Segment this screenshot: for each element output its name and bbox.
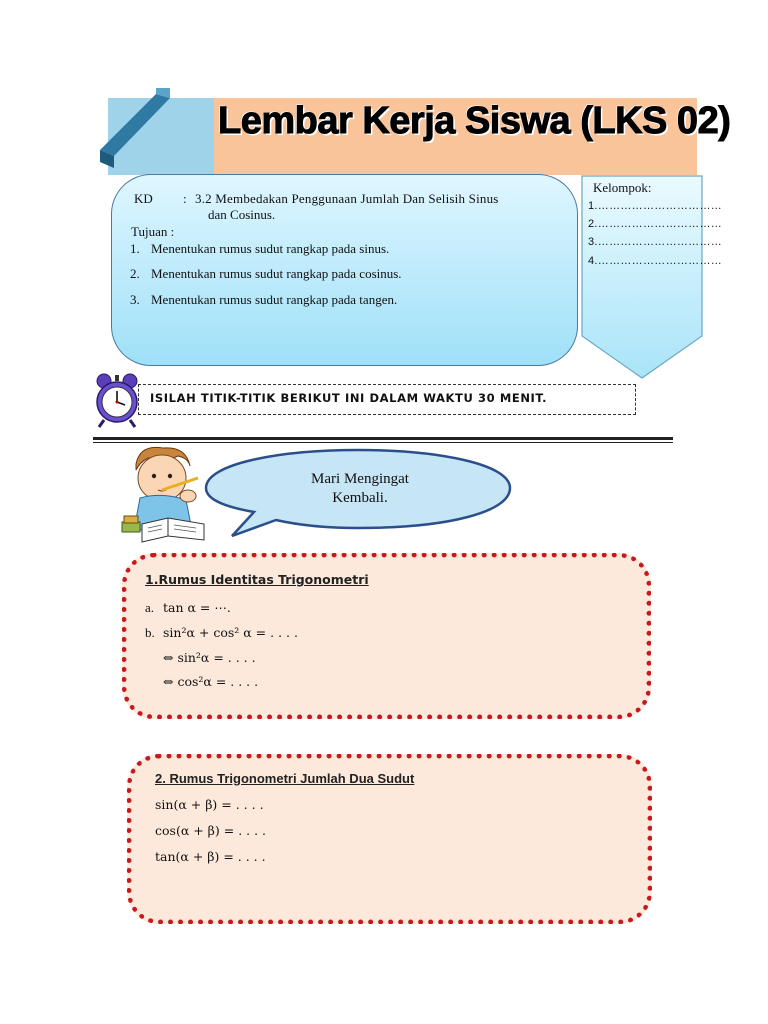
- section1-title: 1.Rumus Identitas Trigonometri: [145, 572, 369, 587]
- kelompok-member-line: 4.……………………………: [588, 255, 723, 267]
- goal-text: Menentukan rumus sudut rangkap pada cosinus.: [151, 266, 402, 281]
- kd-separator: :: [183, 191, 187, 206]
- goal-number: 1.: [130, 241, 140, 256]
- formula-cos-sum: cos(α + β) = . . . .: [155, 823, 267, 838]
- formula-tan-sum: tan(α + β) = . . . .: [155, 849, 266, 864]
- divider-line: [93, 442, 673, 443]
- kd-description-line1: 3.2 Membedakan Penggunaan Jumlah Dan Selisih Sinus: [195, 191, 499, 206]
- goal-number: 2.: [130, 266, 140, 281]
- divider-line: [93, 437, 673, 440]
- formula-sin-sum: sin(α + β) = . . . .: [155, 797, 264, 812]
- speech-line2: Kembali.: [332, 490, 388, 506]
- page-title: Lembar Kerja Siswa (LKS 02): [218, 100, 731, 142]
- formula-sin-squared: ⇔ sin²α = . . . .: [163, 650, 256, 665]
- goal-text: Menentukan rumus sudut rangkap pada tangen.: [151, 292, 398, 307]
- goal-number: 3.: [130, 292, 140, 307]
- kd-description-line2: dan Cosinus.: [208, 207, 276, 222]
- alarm-clock-icon: [92, 372, 142, 428]
- kelompok-member-line: 2.……………………………: [588, 218, 723, 230]
- formula-b-label: b.: [145, 625, 155, 640]
- instruction-text: ISILAH TITIK-TITIK BERIKUT INI DALAM WAKTU 30 MENIT.: [150, 391, 548, 405]
- speech-text: [290, 470, 430, 508]
- kelompok-label: Kelompok:: [593, 180, 652, 195]
- speech-line1: Mari Mengingat: [311, 471, 409, 487]
- kelompok-member-line: 1.……………………………: [588, 200, 723, 212]
- formula-cos-squared: ⇔ cos²α = . . . .: [163, 674, 259, 689]
- goal-text: Menentukan rumus sudut rangkap pada sinus.: [151, 241, 390, 256]
- formula-a-label: a.: [145, 600, 155, 615]
- section2-title: 2. Rumus Trigonometri Jumlah Dua Sudut: [155, 771, 415, 786]
- kelompok-member-line: 3.……………………………: [588, 236, 723, 248]
- formula-b: sin²α + cos² α = . . . .: [163, 625, 298, 640]
- formula-a: tan α = ⋯.: [163, 600, 231, 615]
- ribbon-icon: [94, 88, 174, 168]
- tujuan-label: Tujuan :: [131, 224, 175, 239]
- kd-label: KD: [134, 191, 153, 206]
